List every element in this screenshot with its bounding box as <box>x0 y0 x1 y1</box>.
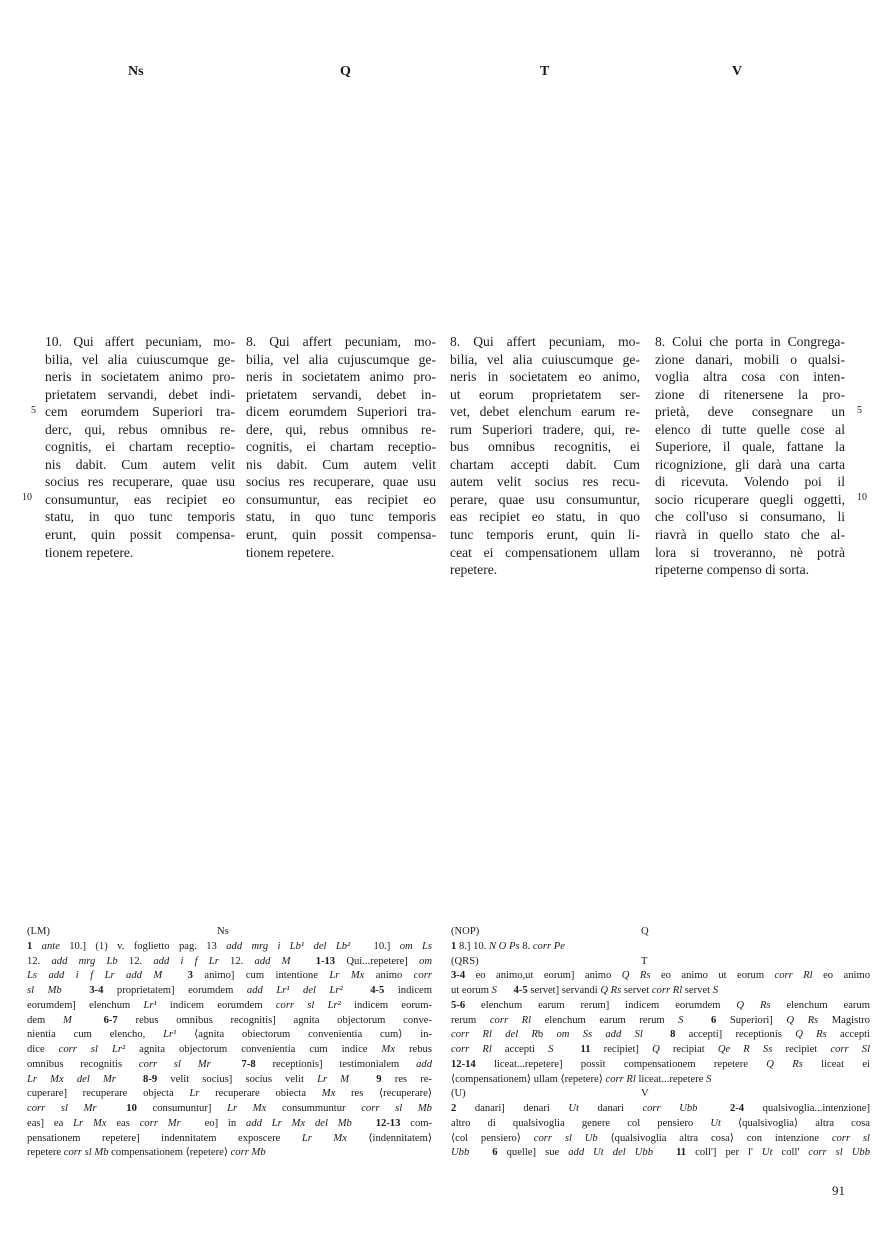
siglum-note: Lr M <box>317 1073 350 1085</box>
variant-text: liceat...repetere <box>635 1073 707 1085</box>
witness-label: T <box>641 955 648 967</box>
variant-text: danari <box>578 1103 643 1114</box>
line-reference: 2 <box>451 1103 457 1114</box>
text-line: ut eorum proprietatem ser- <box>450 386 640 402</box>
text-line: tionem repetere. <box>45 544 134 560</box>
variant-text: eorumdem] elenchum <box>27 999 144 1011</box>
siglum-note: Lr <box>189 1088 200 1100</box>
siglum-note: Qe R Ss <box>717 1044 773 1055</box>
text-line: che coll'uso si consumano, li <box>655 509 845 525</box>
text-line: perare, quae usu consumuntur, <box>450 491 640 507</box>
siglum-note: corr sl Lr² <box>58 1044 126 1055</box>
variant-text: Qui...repetere] <box>335 955 420 967</box>
text-line: erunt, quin possit compensa- <box>246 527 436 543</box>
apparatus-line <box>27 1043 432 1058</box>
apparatus-line <box>27 984 432 999</box>
siglum-note: Q <box>652 1044 660 1055</box>
column-header-t: T <box>540 64 550 79</box>
variant-text: elenchum earum <box>770 999 870 1011</box>
variant-text: eas <box>106 1117 140 1129</box>
variant-text: eas] ea <box>27 1117 74 1129</box>
apparatus-line <box>27 1028 432 1043</box>
siglum-note: Mx <box>381 1044 396 1055</box>
manuscript-sigla: (NOP) <box>451 926 480 937</box>
line-reference: 6-7 <box>103 1014 118 1026</box>
variant-text: indicem <box>384 985 432 996</box>
text-line: prietà, deve consegnare un <box>655 404 845 420</box>
column-header-v: V <box>732 64 743 79</box>
variant-text: elenchum earum rerum] indicem eorumdem <box>465 999 737 1011</box>
apparatus-line <box>27 969 432 984</box>
siglum-note: corr Sl <box>830 1044 871 1055</box>
variant-text: ⟨qualsivoglia⟩ altra cosa <box>720 1117 871 1129</box>
text-line: socio ricuperare quegli oggetti, <box>655 491 845 507</box>
apparatus-line <box>27 1087 432 1102</box>
variant-text: 8.] 10. <box>456 940 489 952</box>
siglum-note: S <box>678 1014 684 1026</box>
apparatus-group-header <box>27 925 432 940</box>
apparatus-line <box>451 1043 870 1058</box>
apparatus-line <box>451 999 870 1014</box>
variant-text: servet <box>621 985 652 996</box>
siglum-note: corr Rl del R <box>451 1029 538 1041</box>
apparatus-line <box>27 1117 432 1132</box>
siglum-note: corr Rl <box>605 1073 636 1085</box>
variant-text: 10.] <box>373 940 400 952</box>
siglum-note: corr Rl <box>651 985 683 996</box>
siglum-note: Ut <box>710 1117 721 1129</box>
text-line: tionem repetere. <box>246 544 335 560</box>
text-line: ceat ei compensationem ullam <box>450 544 640 560</box>
text-line: di ricevuta. Volendo poi il <box>655 474 845 490</box>
text-line: ricognizione, gli darà una carta <box>655 456 845 472</box>
siglum-note: ante <box>32 940 60 952</box>
text-line: riavrà in quello stato che al- <box>655 527 845 543</box>
variant-text: cuperare] recuperare objecta <box>27 1088 190 1100</box>
siglum-note: add mrg i Lb¹ del Lb² <box>226 940 351 952</box>
variant-text: nientia cum elencho, <box>27 1029 164 1041</box>
variant-text: pensationem repetere] indennitatem exposcere <box>27 1132 302 1144</box>
variant-text: res ⟨recuperare⟩ <box>335 1088 432 1100</box>
siglum-note: corr sl <box>831 1132 870 1144</box>
siglum-note: Lr Mx <box>227 1103 267 1114</box>
variant-text: quelle] sue <box>497 1147 569 1159</box>
siglum-note: Lr¹ <box>143 999 157 1011</box>
variant-text: 8. <box>519 940 533 952</box>
variant-text: proprietatem] eorumdem <box>103 985 247 996</box>
apparatus-right <box>451 925 870 1161</box>
variant-text: recipiat <box>659 1044 718 1055</box>
variant-text: coll'] per l' <box>686 1147 762 1159</box>
text-line: neris in societatem animo pro- <box>45 369 235 385</box>
variant-text: com- <box>400 1117 433 1129</box>
siglum-note: Q Rs <box>736 999 771 1011</box>
siglum-note: corr Mb <box>230 1147 266 1159</box>
text-line: bilia, vel alia cujuscumque ge- <box>246 351 436 367</box>
siglum-note: corr sl Mb <box>361 1103 432 1114</box>
text-line: autem velit socius res recu- <box>450 474 640 490</box>
text-line: nis dabit. Cum autem velit <box>246 456 436 472</box>
column-header-q: Q <box>340 64 351 79</box>
apparatus-line <box>451 984 870 999</box>
variant-text: ⟨compensationem⟩ ullam ⟨repetere⟩ <box>451 1073 606 1085</box>
text-line: elenco di tutte quelle cose al <box>655 421 845 437</box>
variant-text: indicem eorumdem <box>156 999 276 1011</box>
text-line: repetere. <box>450 562 498 578</box>
line-number-10-right: 10 <box>857 492 867 503</box>
text-line: chartam accepti dabit. Cum <box>450 456 640 472</box>
line-reference: 8-9 <box>143 1073 158 1085</box>
variant-text: liceat...repetere] possit compensationem repetere <box>475 1058 767 1070</box>
apparatus-group-header <box>451 955 870 970</box>
siglum-note: om Ls <box>399 940 433 952</box>
variant-text: altro di qualsivoglia genere col pensiero <box>451 1117 711 1129</box>
variant-text: eo animo,ut eorum] animo <box>465 970 622 982</box>
siglum-note: Lr Mx <box>329 970 365 982</box>
variant-text: receptionis] testimonialem <box>255 1058 417 1070</box>
variant-text: consummuntur <box>266 1103 362 1114</box>
variant-text: eo animo <box>812 970 870 982</box>
text-line: socius res recuperare, quae usu <box>246 474 436 490</box>
text-line: zione di ritenersene la pro- <box>655 386 845 402</box>
apparatus-line <box>451 1058 870 1073</box>
line-reference: 1 <box>451 940 457 952</box>
siglum-note: M <box>63 1014 72 1026</box>
text-line: bus omnibus recognitis, ei <box>450 439 640 455</box>
siglum-note: corr Rl <box>774 970 813 982</box>
line-reference: 6 <box>711 1014 717 1026</box>
line-reference: 9 <box>376 1073 382 1085</box>
text-column-q <box>246 333 436 561</box>
variant-text: recipiet] <box>590 1044 653 1055</box>
variant-text: compensationem ⟨repetere⟩ <box>108 1147 231 1159</box>
siglum-note: Ut <box>761 1147 773 1159</box>
siglum-note: sl Mb <box>27 985 62 996</box>
variant-text: ⟨agnita obiectorum convenientia cum⟩ in- <box>176 1029 432 1041</box>
variant-text: consumuntur] <box>136 1103 228 1114</box>
text-line: eas recipiet eo statu, in quo <box>450 509 640 525</box>
column-header-ns: Ns <box>128 64 144 79</box>
variant-text: agnita objectorum convenientia cum indice <box>125 1044 382 1055</box>
variant-text: ⟨col pensiero⟩ <box>451 1132 534 1144</box>
variant-text: 10.] (1) v. foglietto pag. 13 <box>59 940 227 952</box>
text-line: consumuntur, eas recipiet eo <box>45 491 235 507</box>
variant-text: ⟨qualsivoglia altra cosa⟩ con intenzione <box>597 1132 832 1144</box>
page-number: 91 <box>832 1183 845 1198</box>
variant-text: accepti <box>826 1029 870 1041</box>
variant-text: servet <box>682 985 713 996</box>
line-reference: 1 <box>27 940 33 952</box>
siglum-note: corr Rl <box>489 1014 532 1026</box>
variant-text: indicem eorum- <box>340 999 432 1011</box>
apparatus-line <box>451 1146 870 1161</box>
variant-text: animo <box>364 970 414 982</box>
variant-text: danari] denari <box>456 1103 569 1114</box>
text-line: cognitis, ei chartam receptio- <box>45 439 235 455</box>
variant-text: 12. <box>27 955 52 967</box>
variant-text: elenchum earum rerum <box>531 1014 679 1026</box>
siglum-note: Lr Mx del Mr <box>27 1073 116 1085</box>
siglum-note: corr sl Mb <box>63 1147 109 1159</box>
text-line: 10. Qui affert pecuniam, mo- <box>45 334 235 349</box>
siglum-note: add mrg Lb <box>51 955 118 967</box>
line-number-5-right: 5 <box>857 405 862 416</box>
line-number-10-left: 10 <box>22 492 32 503</box>
line-reference: 4-5 <box>513 985 528 996</box>
text-line: Superiore, il quale, fattane la <box>655 439 845 455</box>
text-line: statu, in quo tunc temporis <box>246 509 436 525</box>
variant-text: animo] cum intentione <box>192 970 330 982</box>
text-column-v <box>655 333 845 579</box>
witness-label: Ns <box>217 926 229 937</box>
siglum-note: Q Rs <box>766 1058 803 1070</box>
text-line: 8. Colui che porta in Congrega- <box>655 334 845 349</box>
text-line: ripeterne compenso di sorta. <box>655 562 810 578</box>
text-line: prietatem servandi, debet indi- <box>45 386 235 402</box>
text-line: dicem eorumdem Superiori tra- <box>246 404 436 420</box>
text-line: consumuntur, eas recipiet eo <box>246 491 436 507</box>
siglum-note: add i f Lr <box>153 955 219 967</box>
line-reference: 3-4 <box>89 985 104 996</box>
witness-label: V <box>641 1088 649 1100</box>
text-line: neris in societatem animo pro- <box>246 369 436 385</box>
siglum-note: S <box>548 1044 554 1055</box>
siglum-note: Ut <box>568 1103 579 1114</box>
apparatus-line <box>451 1102 870 1117</box>
apparatus-line <box>27 999 432 1014</box>
apparatus-group-header <box>451 925 870 940</box>
variant-text: dem <box>27 1014 64 1026</box>
text-line: lora si troveranno, nè potrà <box>655 544 845 560</box>
apparatus-line <box>27 940 432 955</box>
variant-text: 12. <box>117 955 154 967</box>
line-number-5-left: 5 <box>31 405 36 416</box>
manuscript-sigla: (U) <box>451 1088 466 1100</box>
text-line: tunc temporis erunt, quin li- <box>450 527 640 543</box>
line-reference: 10 <box>126 1103 137 1114</box>
variant-text: rebus omnibus recognitis] agnita objectorum conve- <box>117 1014 433 1026</box>
variant-text: liceat ei <box>802 1058 870 1070</box>
line-reference: 3-4 <box>451 970 466 982</box>
siglum-note: add Lr Mx del Mb <box>246 1117 352 1129</box>
apparatus-line <box>451 1117 870 1132</box>
text-line: erunt, quin possit compensa- <box>45 527 235 543</box>
variant-text: rebus <box>395 1044 432 1055</box>
line-reference: 6 <box>492 1147 498 1159</box>
apparatus-line <box>27 1058 432 1073</box>
siglum-note: add Lr¹ del Lr² <box>246 985 343 996</box>
apparatus-line <box>27 1073 432 1088</box>
siglum-note: corr sl Mr <box>138 1058 211 1070</box>
apparatus-line <box>27 1132 432 1147</box>
text-column-t <box>450 333 640 579</box>
variant-text: dice <box>27 1044 59 1055</box>
siglum-note: Q Rs <box>600 985 622 996</box>
siglum-note: Lr¹ <box>163 1029 177 1041</box>
apparatus-line <box>451 1028 870 1043</box>
siglum-note: Lr Mx <box>73 1117 107 1129</box>
variant-text: ⟨indennitatem⟩ <box>346 1132 432 1144</box>
text-line: rum Superiori tradere, qui, re- <box>450 421 640 437</box>
variant-text: eo animo ut eorum <box>650 970 775 982</box>
variant-text: Magistro <box>818 1014 870 1026</box>
text-line: cognitis, ei chartam receptio- <box>246 439 436 455</box>
siglum-note: om <box>419 955 432 967</box>
siglum-note: Q Rs <box>786 1014 819 1026</box>
variant-text: Superiori] <box>716 1014 787 1026</box>
siglum-note: om Ss add Sl <box>556 1029 643 1041</box>
text-column-ns <box>45 333 235 561</box>
manuscript-sigla: (QRS) <box>451 955 479 967</box>
text-line: vet, debet elenchum earum re- <box>450 404 640 420</box>
siglum-note: N O Ps <box>488 940 520 952</box>
variant-text: qualsivoglia...intenzione] <box>744 1103 871 1114</box>
variant-text: 12. <box>218 955 255 967</box>
text-line: prietatem servandi, debet in- <box>246 386 436 402</box>
line-reference: 11 <box>676 1147 687 1159</box>
line-reference: 5-6 <box>451 999 466 1011</box>
siglum-note: corr sl Mr <box>27 1103 97 1114</box>
variant-text: omnibus recognitis <box>27 1058 139 1070</box>
line-reference: 11 <box>580 1044 591 1055</box>
variant-text: velit socius] socius velit <box>157 1073 318 1085</box>
siglum-note: corr Mr <box>139 1117 181 1129</box>
variant-text: accepti <box>491 1044 549 1055</box>
line-reference: 1-13 <box>315 955 336 967</box>
variant-text: accepti] receptionis <box>675 1029 796 1041</box>
apparatus-line <box>27 1014 432 1029</box>
text-line: voglia altra cosa con inten- <box>655 369 845 385</box>
variant-text: res re- <box>381 1073 432 1085</box>
variant-text: recuperare obiecta <box>199 1088 322 1100</box>
siglum-note: corr sl Ub <box>533 1132 598 1144</box>
variant-text: repetere <box>27 1147 64 1159</box>
text-line: neris in societatem eo animo, <box>450 369 640 385</box>
siglum-note: add Ut del Ubb <box>568 1147 654 1159</box>
siglum-note: corr Pe <box>532 940 565 952</box>
apparatus-left <box>27 925 432 1161</box>
text-line: 8. Qui affert pecuniam, mo- <box>450 334 640 349</box>
siglum-note: S <box>491 985 497 996</box>
text-line: nis dabit. Cum autem velit <box>45 456 235 472</box>
variant-text: recipiet <box>772 1044 831 1055</box>
text-line: socius res recuperare, quae usu <box>45 474 235 490</box>
manuscript-sigla: (LM) <box>27 926 50 937</box>
siglum-note: Q Rs <box>621 970 651 982</box>
apparatus-line <box>451 1132 870 1147</box>
siglum-note: corr sl Lr² <box>275 999 341 1011</box>
variant-text: ut eorum <box>451 985 492 996</box>
line-reference: 12-14 <box>451 1058 476 1070</box>
apparatus-line <box>451 1014 870 1029</box>
siglum-note: corr <box>413 970 432 982</box>
variant-text: rerum <box>451 1014 490 1026</box>
siglum-note: corr Rl <box>451 1044 492 1055</box>
apparatus-line <box>451 940 870 955</box>
siglum-note: corr Ubb <box>642 1103 698 1114</box>
line-reference: 12-13 <box>375 1117 401 1129</box>
text-line: bilia, vel alia cuiuscumque ge- <box>450 351 640 367</box>
variant-text: coll' <box>772 1147 809 1159</box>
text-line: dere, qui, rebus omnibus re- <box>246 421 436 437</box>
apparatus-group-header <box>451 1087 870 1102</box>
apparatus-line <box>27 1102 432 1117</box>
siglum-note: Ubb <box>451 1147 470 1159</box>
text-line: statu, in quo tunc temporis <box>45 509 235 525</box>
siglum-note: add M <box>254 955 291 967</box>
siglum-note: Mx <box>321 1088 336 1100</box>
line-reference: 8 <box>670 1029 676 1041</box>
siglum-note: corr sl Ubb <box>808 1147 871 1159</box>
line-reference: 7-8 <box>241 1058 256 1070</box>
line-reference: 3 <box>187 970 193 982</box>
apparatus-line <box>27 1146 432 1161</box>
text-line: cem eorumdem Superiori tra- <box>45 404 235 420</box>
siglum-note: Ls add i f Lr add M <box>27 970 163 982</box>
text-line: bilia, vel alia cuiuscumque ge- <box>45 351 235 367</box>
line-reference: 4-5 <box>370 985 385 996</box>
witness-label: Q <box>641 926 649 937</box>
text-line: zione danari, mobili o qualsi- <box>655 351 845 367</box>
siglum-note: S <box>712 985 719 996</box>
line-reference: 2-4 <box>729 1103 745 1114</box>
text-line: 8. Qui affert pecuniam, mo- <box>246 334 436 349</box>
siglum-note: add <box>416 1058 432 1070</box>
apparatus-line <box>451 1073 870 1088</box>
apparatus-line <box>451 969 870 984</box>
text-line: derc, qui, rebus omnibus re- <box>45 421 235 437</box>
variant-text: eo] in <box>204 1117 247 1129</box>
siglum-note: Q Rs <box>795 1029 827 1041</box>
apparatus-line <box>27 955 432 970</box>
variant-text: b <box>537 1029 557 1041</box>
variant-text: servet] servandi <box>527 985 601 996</box>
siglum-note: S <box>706 1073 712 1085</box>
siglum-note: Lr Mx <box>301 1132 347 1144</box>
